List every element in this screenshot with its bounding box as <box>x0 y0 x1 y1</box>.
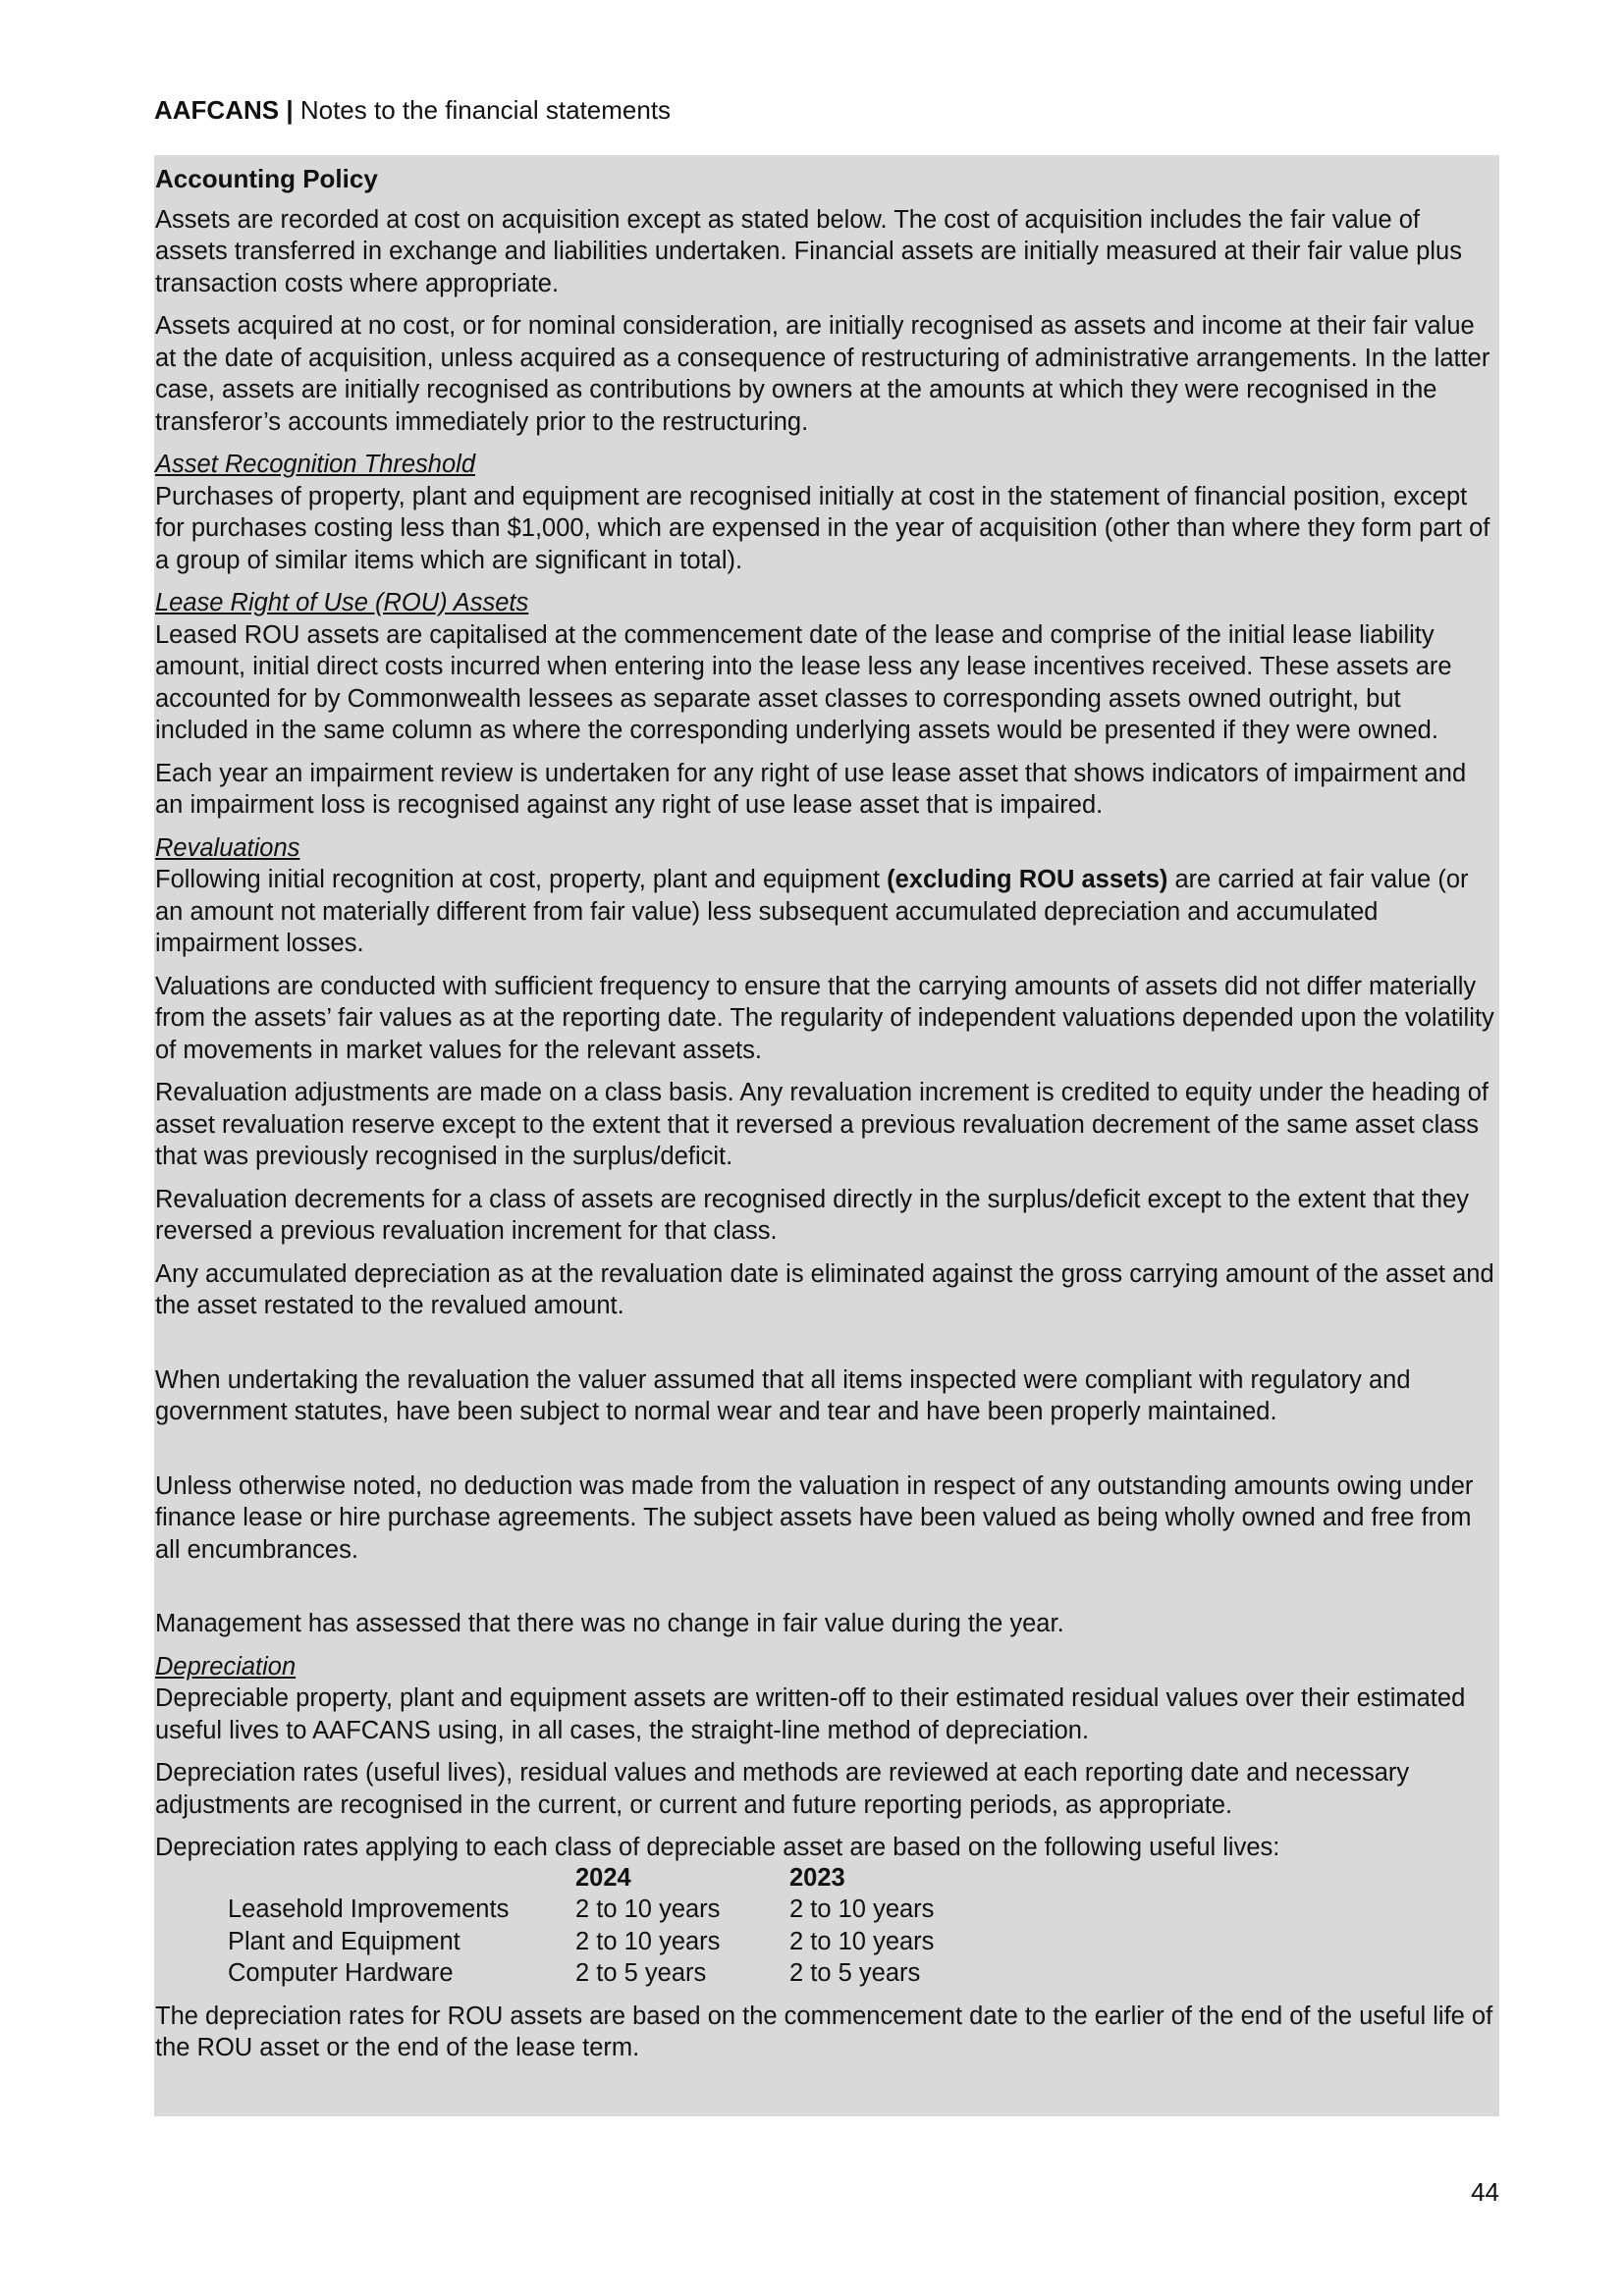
table-row <box>228 1926 986 1958</box>
table-cell-2023: 2 to 10 years <box>789 1896 935 1923</box>
accounting-policy-box <box>154 155 1499 2116</box>
page-header <box>154 94 671 126</box>
policy-paragraph: Depreciation rates (useful lives), residual values and methods are reviewed at each reporting date and necessary adjustments are recognised in the current, or current and future reporting periods, as appropriate. <box>155 1759 1410 1819</box>
policy-paragraph: Any accumulated depreciation as at the revaluation date is eliminated against the gross carrying amount of the asset and the asset restated to the revalued amount. <box>155 1259 1494 1319</box>
table-header-2024: 2024 <box>575 1863 631 1892</box>
header-org: AAFCANS | <box>154 95 294 125</box>
table-cell-2024: 2 to 10 years <box>575 1896 721 1923</box>
table-cell-asset: Leasehold Improvements <box>228 1896 510 1923</box>
policy-paragraph: Assets are recorded at cost on acquisition except as stated below. The cost of acquisition includes the fair value of assets transferred in exchange and liabilities undertaken. Financial assets are initially measured at their fair value plus transaction costs where appropriate. <box>155 205 1462 297</box>
table-cell-2023: 2 to 5 years <box>789 1959 921 1987</box>
reval-text-a: Following initial recognition at cost, property, plant and equipment <box>155 866 888 893</box>
policy-paragraph: Revaluation decrements for a class of assets are recognised directly in the surplus/deficit except to the extent that they reversed a previous revaluation increment for that class. <box>155 1185 1470 1245</box>
page-number: 44 <box>1471 2177 1499 2207</box>
policy-paragraph: Valuations are conducted with sufficient frequency to ensure that the carrying amounts of assets did not differ materially from the assets’ fair values as at the reporting date. The regularity of independent valuations depended upon the volatility of movements in market values for the relevant assets. <box>155 972 1494 1064</box>
reval-text-bold: (excluding ROU assets) <box>887 866 1168 893</box>
policy-paragraph: Unless otherwise noted, no deduction was made from the valuation in respect of any outstanding amounts owing under finance lease or hire purchase agreements. The subject assets have been valued as being wholly owned and free from all encumbrances. <box>155 1471 1474 1564</box>
table-row <box>228 1957 986 1990</box>
table-cell-asset: Plant and Equipment <box>228 1927 460 1955</box>
table-cell-2024: 2 to 5 years <box>575 1959 707 1987</box>
table-header-row <box>228 1862 986 1895</box>
policy-paragraph: Depreciation rates applying to each class of depreciable asset are based on the following useful lives: <box>155 1834 1280 1861</box>
depreciation-heading: Depreciation <box>155 1652 297 1681</box>
policy-paragraph: Management has assessed that there was no change in fair value during the year. <box>155 1610 1064 1637</box>
policy-title: Accounting Policy <box>155 164 378 193</box>
policy-paragraph: The depreciation rates for ROU assets are based on the commencement date to the earlier of the end of the useful life of the ROU asset or the end of the lease term. <box>155 2002 1493 2061</box>
threshold-heading: Asset Recognition Threshold <box>155 451 476 478</box>
rou-heading: Lease Right of Use (ROU) Assets <box>155 589 529 616</box>
policy-paragraph: When undertaking the revaluation the valuer assumed that all items inspected were compliant with regulatory and government statutes, have been subject to normal wear and tear and have been properly maintained. <box>155 1365 1411 1425</box>
policy-paragraph: Purchases of property, plant and equipment are recognised initially at cost in the statement of financial position, except for purchases costing less than $1,000, which are expensed in the year of acquisition (other than where they form part of a group of similar items which are significant in total). <box>155 482 1490 574</box>
useful-lives-table <box>228 1862 986 1990</box>
policy-paragraph: Each year an impairment review is undertaken for any right of use lease asset that shows indicators of impairment and an impairment loss is recognised against any right of use lease asset that is impaired. <box>155 759 1467 819</box>
table-cell-2023: 2 to 10 years <box>789 1927 935 1955</box>
policy-paragraph: Depreciable property, plant and equipment assets are written-off to their estimated residual values over their estimated useful lives to AAFCANS using, in all cases, the straight-line method of depreciation. <box>155 1684 1466 1744</box>
revaluations-heading: Revaluations <box>155 833 300 862</box>
table-row <box>228 1894 986 1926</box>
table-header-2023: 2023 <box>789 1863 845 1892</box>
reval-text-c: are carried at fair value (or an amount not materially different from fair value) less subsequent accumulated depreciation and accumulated impairment losses. <box>155 866 1469 957</box>
table-cell-2024: 2 to 10 years <box>575 1927 721 1955</box>
policy-paragraph: Revaluation adjustments are made on a class basis. Any revaluation increment is credited to equity under the heading of asset revaluation reserve except to the extent that it reversed a previous revaluation decrement of the same asset class that was previously recognised in the surplus/deficit. <box>155 1079 1489 1170</box>
table-cell-asset: Computer Hardware <box>228 1959 454 1987</box>
header-section: Notes to the financial statements <box>299 95 672 125</box>
policy-paragraph: Assets acquired at no cost, or for nominal consideration, are initially recognised as assets and income at their fair value at the date of acquisition, unless acquired as a consequence of restructuring of administrative arrangements. In the latter case, assets are initially recognised as contributions by owners at the amounts at which they were recognised in the transferor’s accounts immediately prior to the restructuring. <box>155 312 1490 436</box>
table-header-asset <box>228 1862 575 1895</box>
policy-paragraph <box>155 864 1498 960</box>
policy-paragraph: Leased ROU assets are capitalised at the commencement date of the lease and comprise of the initial lease liability amount, initial direct costs incurred when entering into the lease less any lease incentives received. These assets are accounted for by Commonwealth lessees as separate asset classes to corresponding assets owned outright, but included in the same column as where the corresponding underlying assets would be presented if they were owned. <box>155 620 1452 744</box>
